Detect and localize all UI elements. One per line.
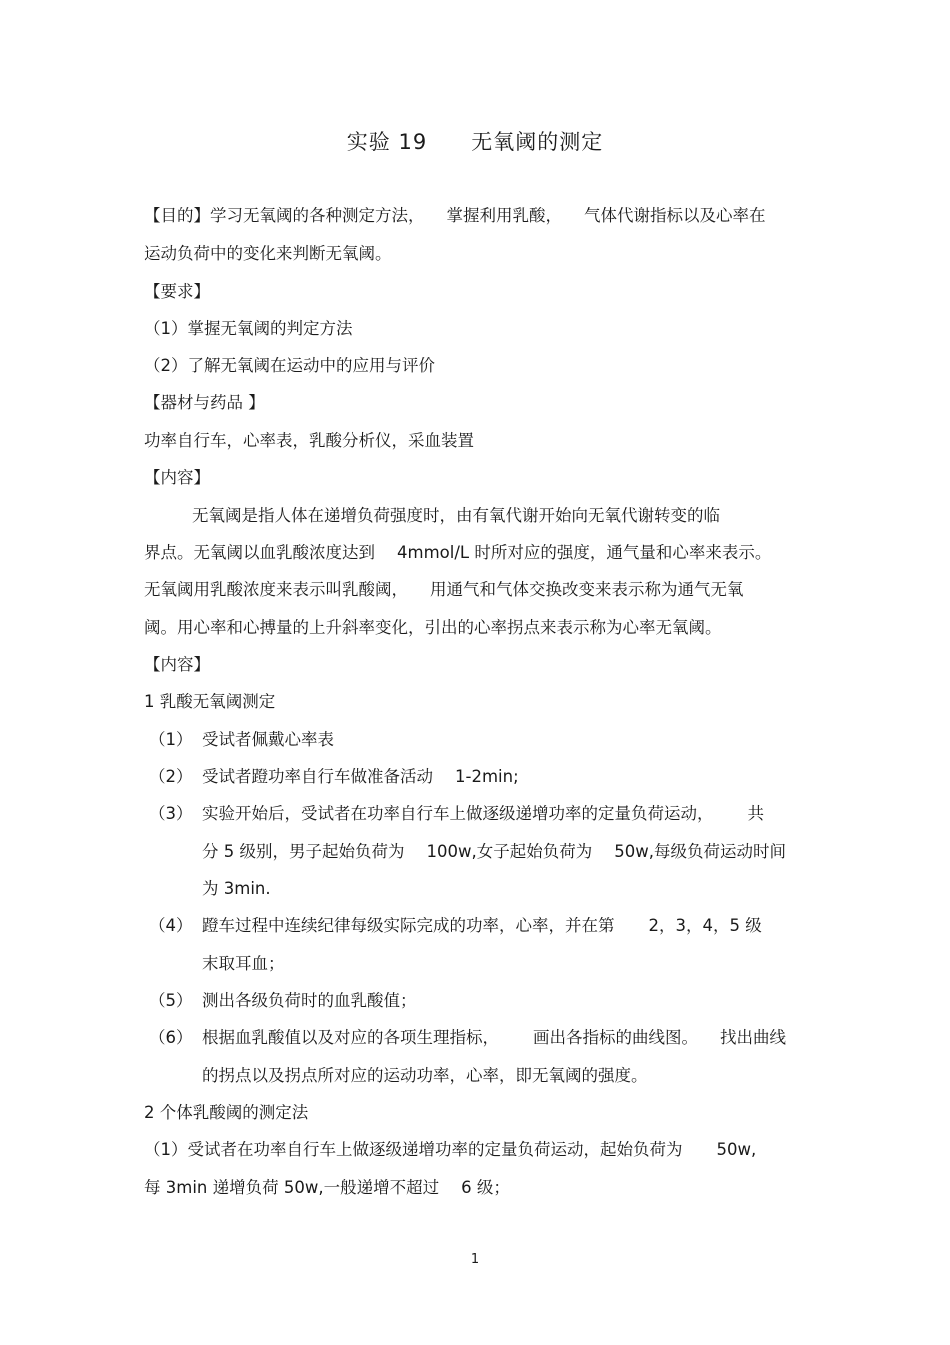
content-heading-1: 【内容】 [144, 468, 210, 487]
step-6-text-line-1: 根据血乳酸值以及对应的各项生理指标， 画出各指标的曲线图。 找出曲线 [202, 1028, 786, 1047]
step-4-text-line-2: 末取耳血； [202, 954, 285, 973]
requirement-item-2: （2）了解无氧阈在运动中的应用与评价 [144, 356, 435, 375]
section-1-heading: 1 乳酸无氧阈测定 [144, 692, 276, 711]
content-paragraph-line-2: 界点。无氧阈以血乳酸浓度达到 4mmol/L 时所对应的强度，通气量和心率来表示。 [144, 543, 772, 562]
content-paragraph-line-4: 阈。用心率和心搏量的上升斜率变化，引出的心率拐点来表示称为心率无氧阈。 [144, 618, 722, 637]
section-2-line-1: （1）受试者在功率自行车上做逐级递增功率的定量负荷运动，起始负荷为 50w, [144, 1140, 757, 1159]
section-2-heading: 2 个体乳酸阈的测定法 [144, 1103, 309, 1122]
section-2-line-2: 每 3min 递增负荷 50w,一般递增不超过 6 级； [144, 1178, 510, 1197]
step-3-number: （3） [149, 804, 193, 823]
step-6-number: （6） [149, 1028, 193, 1047]
step-3-text-line-3: 为 3min. [202, 879, 271, 898]
step-5-number: （5） [149, 991, 193, 1010]
step-4-text-line-1: 蹬车过程中连续纪律每级实际完成的功率，心率，并在第 2，3，4，5 级 [202, 916, 762, 935]
step-2-text: 受试者蹬功率自行车做准备活动 1-2min; [202, 767, 519, 786]
page-title [0, 126, 950, 156]
step-4-number: （4） [149, 916, 193, 935]
page-number: 1 [470, 1252, 480, 1267]
requirement-item-1: （1）掌握无氧阈的判定方法 [144, 319, 353, 338]
step-5-text: 测出各级负荷时的血乳酸值； [202, 991, 417, 1010]
purpose-line-2: 运动负荷中的变化来判断无氧阈。 [144, 244, 392, 263]
step-6-text-line-2: 的拐点以及拐点所对应的运动功率，心率，即无氧阈的强度。 [202, 1066, 648, 1085]
equipment-text: 功率自行车，心率表，乳酸分析仪，采血装置 [144, 431, 474, 450]
purpose-line-1: 【目的】学习无氧阈的各种测定方法， 掌握利用乳酸， 气体代谢指标以及心率在 [144, 206, 766, 225]
content-paragraph-line-3: 无氧阈用乳酸浓度来表示叫乳酸阈， 用通气和气体交换改变来表示称为通气无氧 [144, 580, 744, 599]
step-1-number: （1） [149, 730, 193, 749]
requirements-heading: 【要求】 [144, 282, 210, 301]
step-1-text: 受试者佩戴心率表 [202, 730, 334, 749]
equipment-heading: 【器材与药品 】 [144, 393, 265, 412]
step-3-text-line-2: 分 5 级别，男子起始负荷为 100w,女子起始负荷为 50w,每级负荷运动时间 [202, 842, 786, 861]
content-heading-2: 【内容】 [144, 655, 210, 674]
title-main: 实验 19 [346, 130, 428, 154]
step-3-text-line-1: 实验开始后，受试者在功率自行车上做逐级递增功率的定量负荷运动， 共 [202, 804, 764, 823]
title-sub: 无氧阈的测定 [471, 130, 604, 154]
step-2-number: （2） [149, 767, 193, 786]
content-paragraph-line-1: 无氧阈是指人体在递增负荷强度时，由有氧代谢开始向无氧代谢转变的临 [192, 506, 720, 525]
